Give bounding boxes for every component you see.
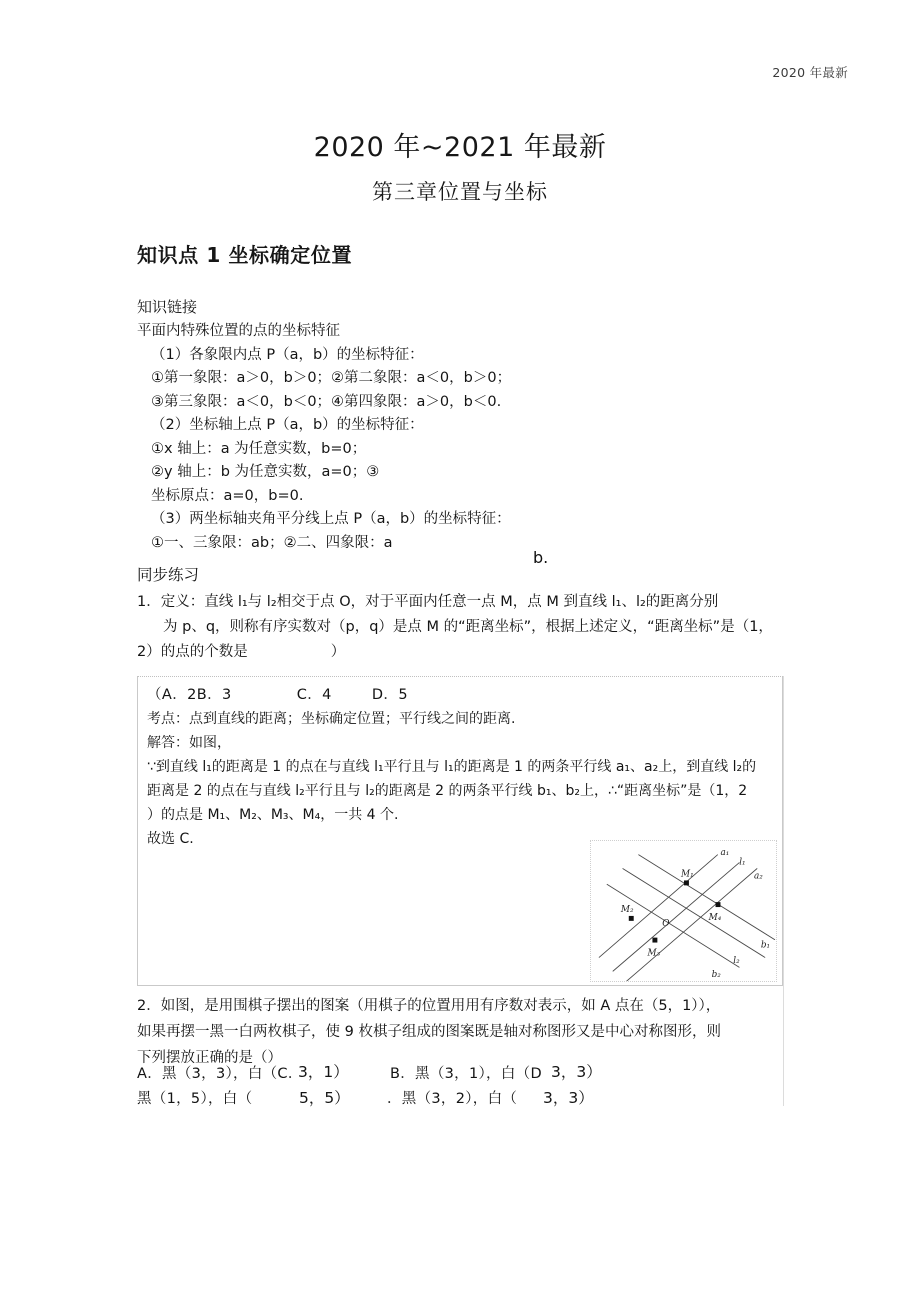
option-b-value: 3，3）: [551, 1063, 602, 1081]
question-1-line: 2）的点的个数是 ）: [137, 644, 346, 660]
running-header: 2020 年最新: [772, 65, 848, 80]
label-a1: a₁: [720, 847, 730, 858]
knowledge-line: （1）各象限内点 P（a，b）的坐标特征：: [151, 346, 424, 363]
label-l2: l₂: [733, 956, 740, 967]
option-a[interactable]: A．黑（3，3），白（C．: [137, 1066, 303, 1082]
option-b[interactable]: B．黑（3，1），白（D: [390, 1066, 542, 1082]
answer-reason: 距离是 2 的点在与直线 l₂平行且与 l₂的距离是 2 的两条平行线 b₁、b₂上，∴“距离坐标”是（1，2: [147, 783, 748, 799]
question-2-line: 2．如图，是用围棋子摆出的图案（用棋子的位置用用有序数对表示，如 A 点在（5，1）），: [137, 998, 721, 1014]
answer-conclusion: 故选 C.: [147, 831, 194, 847]
knowledge-line: 坐标原点：a=0，b=0.: [151, 487, 304, 504]
stray-b-text: b.: [533, 548, 549, 567]
geometry-figure: [590, 840, 777, 982]
answer-kaodian: 考点：点到直线的距离；坐标确定位置；平行线之间的距离.: [147, 711, 516, 727]
label-b2: b₂: [711, 970, 721, 981]
question-1-options: （A．2B．3 C．4 D．5: [147, 687, 408, 703]
label-M3: M₃: [647, 948, 661, 959]
knowledge-line: ③第三象限：a＜0，b＜0；④第四象限：a＞0，b＜0.: [151, 393, 502, 410]
answer-reason: ）的点是 M₁、M₂、M₃、M₄，一共 4 个.: [147, 807, 399, 823]
label-b1: b₁: [760, 940, 771, 951]
question-2-line: 如果再摆一黑一白两枚棋子，使 9 枚棋子组成的图案既是轴对称图形又是中心对称图形，则: [137, 1024, 721, 1040]
label-l1: l₁: [739, 857, 746, 868]
practice-section-title: 同步练习: [137, 566, 200, 584]
label-a2: a₂: [753, 871, 763, 882]
knowledge-line: ①第一象限：a＞0，b＞0；②第二象限：a＜0，b＞0；: [151, 370, 512, 386]
answer-reason: ∵到直线 l₁的距离是 1 的点在与直线 l₁平行且与 l₁的距离是 1 的两条平行线 a₁、a₂上，到直线 l₂的: [147, 759, 757, 775]
option-c-value: 5，5）: [299, 1089, 350, 1107]
knowledge-link-label: 知识链接: [137, 298, 198, 316]
option-a-value: 3，1）: [298, 1063, 349, 1081]
question-2-line: 下列摆放正确的是（）: [137, 1050, 282, 1066]
knowledge-intro: 平面内特殊位置的点的坐标特征: [137, 323, 340, 339]
label-M4: M₄: [708, 912, 722, 923]
knowledge-line: ①一、三象限：ab；②二、四象限：a: [151, 534, 393, 551]
question-1-line: 为 p、q，则称有序实数对（p，q）是点 M 的“距离坐标”，根据上述定义，“距离坐标”是（1，: [163, 619, 773, 635]
question-2-options: [137, 1062, 785, 1118]
answer-box: [137, 676, 783, 986]
parallel-lines-diagram: [591, 841, 776, 981]
knowledge-line: （2）坐标轴上点 P（a，b）的坐标特征：: [151, 417, 424, 433]
question-1-line: 1．定义：直线 l₁与 l₂相交于点 O，对于平面内任意一点 M，点 M 到直线 l₁、l₂的距离分别: [137, 594, 719, 610]
question-2-block: [137, 993, 785, 1071]
document-title: 2020 年~2021 年最新: [313, 132, 607, 163]
option-c[interactable]: 黑（1，5），白（: [137, 1091, 253, 1107]
knowledge-line: ①x 轴上：a 为任意实数，b=0；: [151, 440, 367, 457]
label-M1: M₁: [681, 869, 694, 880]
label-O: O: [662, 918, 670, 929]
section-heading: 知识点 1 坐标确定位置: [137, 243, 353, 267]
content-column: [137, 240, 785, 665]
document-subtitle: 第三章位置与坐标: [372, 180, 548, 204]
knowledge-line: （3）两坐标轴夹角平分线上点 P（a，b）的坐标特征：: [151, 511, 511, 527]
option-d-value: 3，3）: [543, 1089, 594, 1107]
answer-jieda: 解答：如图，: [147, 735, 231, 751]
label-M2: M₂: [620, 904, 634, 915]
option-d[interactable]: ．黑（3，2），白（: [387, 1091, 518, 1107]
knowledge-line: ②y 轴上：b 为任意实数，a=0；③: [151, 464, 380, 480]
